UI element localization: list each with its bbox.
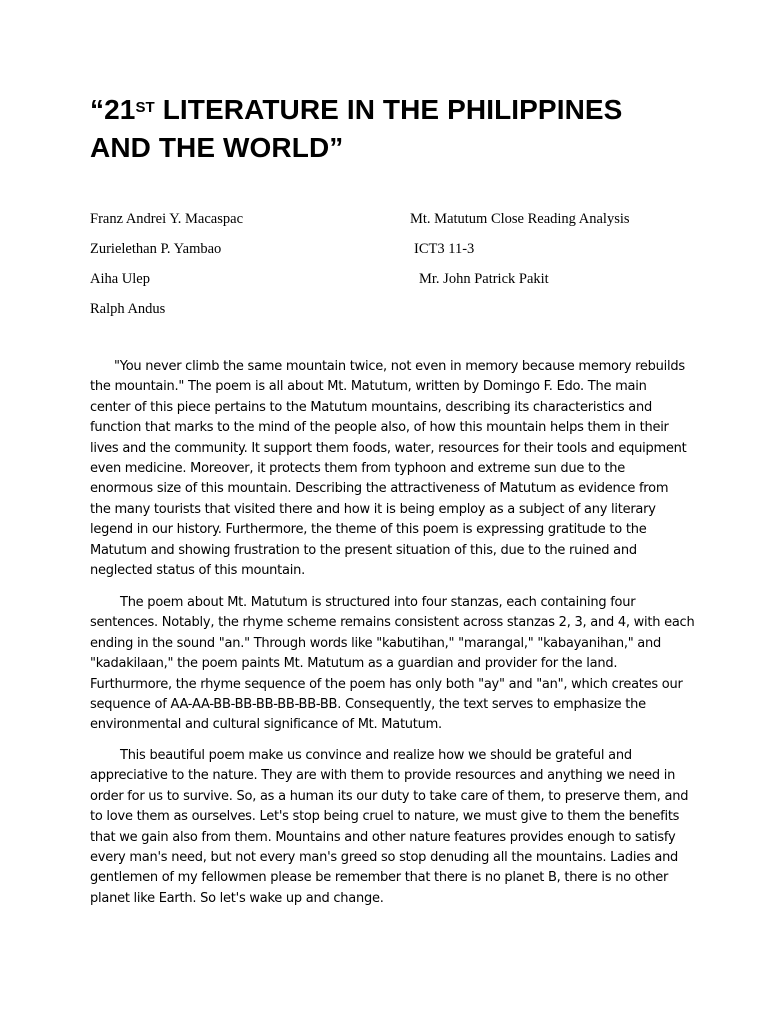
section-label: ICT3 11-3	[414, 241, 475, 257]
paragraph-line: This beautiful poem make us convince and realize how we should be grateful and	[120, 748, 632, 763]
analysis-title: Mt. Matutum Close Reading Analysis	[410, 211, 630, 227]
paragraph-line: the mountain." The poem is all about Mt. Matutum, written by Domingo F. Edo. The main	[90, 379, 647, 395]
body-paragraph-1	[90, 357, 690, 581]
author-name: Franz Andrei Y. Macaspac	[90, 211, 244, 227]
author-name: Ralph Andus	[90, 301, 166, 317]
paragraph-line: The poem about Mt. Matutum is structured into four stanzas, each containing four	[120, 595, 636, 610]
heading-row-1	[90, 209, 630, 229]
paragraph-line: Matutum and showing frustration to the present situation of this, due to the ruined and	[90, 542, 637, 558]
body-paragraph-3	[90, 746, 690, 909]
heading-row-3	[90, 269, 549, 289]
paragraph-line: environmental and cultural significance of Mt. Matutum.	[90, 717, 442, 733]
paragraph-line: legend in our history. Furthermore, the theme of this poem is expressing gratitude to the	[90, 522, 647, 538]
paragraph-line: to love them as ourselves. Let's stop being cruel to nature, we must give to them the benefits	[90, 809, 680, 825]
paragraph-line: "You never climb the same mountain twice, not even in memory because memory rebuilds	[114, 359, 685, 374]
paragraph-line: "kadakilaan," the poem paints Mt. Matutum as a guardian and provider for the land.	[90, 656, 618, 672]
paragraph-line: planet like Earth. So let's wake up and change.	[90, 890, 384, 906]
paragraph-line: sequence of AA-AA-BB-BB-BB-BB-BB-BB. Consequently, the text serves to emphasize the	[90, 697, 646, 713]
author-name: Aiha Ulep	[90, 271, 150, 287]
paragraph-line: gentlemen of my fellowmen please be remember that there is no planet B, there is no other	[90, 870, 669, 886]
heading-row-4	[90, 299, 165, 319]
paragraph-line: the many tourists that visited there and how it is being employ as a subject of any literary	[90, 501, 656, 517]
paragraph-line: function that marks to the mind of the people also, of how this mountain helps them in their	[90, 420, 669, 436]
paragraph-line: center of this piece pertains to the Matutum mountains, describing its characteristics and	[90, 399, 652, 415]
paragraph-line: ending in the sound "an." Through words like "kabutihan," "marangal," "kabayanihan," and	[90, 635, 662, 651]
teacher-name: Mr. John Patrick Pakit	[419, 271, 549, 287]
author-name: Zurielethan P. Yambao	[90, 241, 222, 257]
title-prefix: “21	[90, 94, 136, 125]
paragraph-line: every man's need, but not every man's greed so stop denuding all the mountains. Ladies and	[90, 850, 679, 866]
title-line-2: AND THE WORLD”	[90, 132, 344, 163]
paragraph-line: even medicine. Moreover, it protects them from typhoon and extreme sun due to the	[90, 461, 626, 477]
title-superscript: ST	[135, 99, 155, 116]
paragraph-line: enormous size of this mountain. Describing the attractiveness of Matutum as evidence from	[90, 481, 669, 497]
body-paragraph-2	[90, 593, 695, 736]
paragraph-line: that we gain also from them. Mountains and other nature features provides enough to satisfy	[90, 829, 676, 845]
paragraph-line: lives and the community. It support them foods, water, resources for their tools and equipment	[90, 440, 687, 456]
heading-row-2	[90, 239, 475, 259]
paragraph-line: neglected status of this mountain.	[90, 563, 305, 579]
paragraph-line: sentences. Notably, the rhyme scheme remains consistent across stanzas 2, 3, and 4, with each	[90, 615, 695, 631]
document-title	[90, 91, 730, 167]
paragraph-line: Furthurmore, the rhyme sequence of the poem has only both "ay" and "an", which creates our	[90, 676, 683, 692]
paragraph-line: appreciative to the nature. They are with them to provide resources and anything we need in	[90, 768, 676, 784]
paragraph-line: order for us to survive. So, as a human its our duty to take care of them, to preserve them, and	[90, 788, 689, 804]
title-line-1: LITERATURE IN THE PHILIPPINES	[154, 94, 623, 125]
